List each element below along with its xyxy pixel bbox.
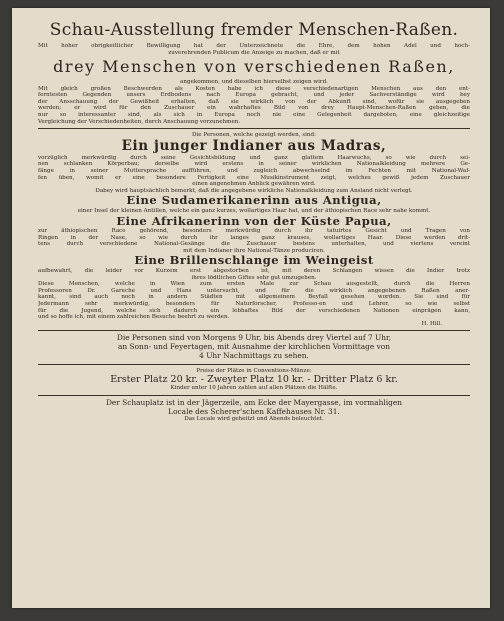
person3-text-line: tens durch verschiedene National-Gesänge die Zuschauer bestens unterhalten, und viertens vereint [38,241,470,248]
person3-text-line: mit dem Indianer ihre National-Tänze produciren. [183,247,325,254]
intro-paragraph-line: ferntesten Gegenden unsers Erdbodens nach Europa gebracht, und jeder Sachverständige wird bey [38,92,470,99]
person3-text-line: Ringen in der Nase, so wie durch ihr langes ganz krauses, wollartiges Haar. Diese werden drit- [38,234,470,241]
person1-text-line: nen schlanken Körperbau; derselbe wird erstens in seiner wirklichen Nationalkleidung mehrere Ge- [38,161,470,168]
final-paragraph-line: für die Jugend, welche sich dadurch ein lebhaftes Bild der verschiedenen Nationen einprägen kann, [38,307,470,314]
children-note: Kinder unter 10 Jahren zahlen auf allen Plätzen die Hälfte. [170,385,338,392]
person2-text: einer Insel der kleinen Antillen, welche ein ganz kurzes, wollartiges Haar hat, und der äthiopischen Race sehr nahe kommt. [77,207,431,214]
venue-note: Das Locale wird geheitzt und Abends beleuchtet. [184,416,324,423]
poster-content [38,20,470,423]
prices-note: Preise der Plätze in Conventions-Münze: [196,367,312,374]
intro-paragraph-line: Vergleichung der Verschiedenheiten, durch Anschauung vorzunehmen. [38,118,241,125]
venue-line: Der Schauplatz ist in der Jägerzeile, am Ecke der Mayergasse, im vormahligen [105,398,402,407]
intro-paragraph-line: nur so interessanter sind, als sich in Europa noch nie eine Gelegenheit dargeboten, eine gleichzeitige [38,112,470,119]
final-paragraph-line: Professoren Dr. Gareche und Hans untersucht, und für die wirklich angegebenen Raßen aner- [38,287,470,294]
final-paragraph-line: und so hoffe ich, mit einem zahlreichen Besuche beehrt zu werden. [38,314,230,321]
snake-title: Eine Brillenschlange im Weingeist [134,254,374,268]
divider [38,395,470,396]
divider [38,128,470,129]
prices-line: Erster Platz 20 kr. - Zweyter Platz 10 kr. - Dritter Platz 6 kr. [110,374,398,386]
person1-note: Dabey wird hauptsächlich bemerkt, daß die angegebene wirkliche Nationalkleidung zum Ansland nicht verlegt. [95,187,413,194]
snake-text-line: ihres tödtlichen Giftes sehr gut umzugehen. [191,274,317,281]
poster-paper [12,8,490,608]
person1-text-line: fänge in seiner Muttersprache aufführen, und zugleich abwechselnd im Fechten mit National-Waf- [38,167,470,174]
person1-text-line: fen üben, womit er eine besondere Fertigkeit eine Musikinstrument zeigt, welches gewiß jedem Zuschauer [38,174,470,181]
intro-paragraph-line: der Ansschauung der Gewißheit erhalten, daß sie wirklich von der Abkunft sind, wofür sie ausgegeben [38,98,470,105]
person3-text-line: zur äthiopischen Race gehörend, besonders merkwürdig durch ihr tatuirtes Gesicht und Tragen von [38,228,470,235]
poster-subtitle: drey Menschen von verschiedenen Raßen, [53,58,455,77]
intro-paragraph-line: werden; er wird für den Zuschauer ein wahrhaftes Bild von drey Haupt-Menschen-Raßen geben, die [38,105,470,112]
snake-text-line: aufbewahrt, die leider vor Kurzem erst abgestorben ist, mit deren Schlangen wissen die Indier trotz [38,268,470,274]
poster-title: Schau-Ausstellung fremder Menschen-Raßen. [49,20,459,40]
final-paragraph-line: Diese Menschen, welche in Wien zum ersten Male zur Schau ausgestellt, durch die Herren [38,281,470,288]
intro-paragraph-line: Mit gleich großen Beschwerden als Kosten habe ich diese verschiedenartigen Menschen aus den ent- [38,85,470,92]
arrival-line: angekommen, und dieselben hierselbst zeigen wird. [180,79,328,86]
intro-line: Mit hoher obrigkeitlicher Bewilligung hat der Unterzeichnete die Ehre, dem hohen Adel und hoch- [38,43,470,50]
divider [38,364,470,365]
opening-hours-line: an Sonn- und Feyertagen, mit Ausnahme der kirchlichen Vormittage von [118,343,390,352]
divider [38,330,470,331]
person3-title: Eine Afrikanerinn von der Küste Papua, [116,214,392,228]
person1-text-line: einen angenehmen Anblick gewähren wird. [192,181,316,188]
venue-line: Locale des Scherer'schen Kaffehauses Nr. 31. [168,407,340,416]
person1-text-line: vorzüglich merkwürdig durch seine Gesichtsbildung und ganz glattem Haarwuchs, so wie durch sei- [38,154,470,161]
opening-hours-line: Die Personen sind von Morgens 9 Uhr, bis Abends drey Viertel auf 7 Uhr, [116,334,392,343]
intro-line: zuverehrenden Publicum die Anzeige zu machen, daß er mit [168,49,340,56]
opening-hours-line: 4 Uhr Nachmittags zu sehen. [199,351,309,360]
persons-intro: Die Personen, welche gezeigt werden, sind: [192,132,316,139]
signature: H. Hill. [421,320,442,327]
final-paragraph-line: kannt, sind auch noch in andern Städten mit allgemeinem Beyfall gesehen worden. Sie sind für [38,294,470,301]
final-paragraph-line: Jedermann sehr merkwürdig, besonders für Naturforscher, Professo-en und Lehrer, so wie selbst [38,300,470,307]
person1-title: Ein junger Indianer aus Madras, [121,138,387,154]
person2-title: Eine Sudamerikanerinn aus Antigua, [126,194,382,208]
